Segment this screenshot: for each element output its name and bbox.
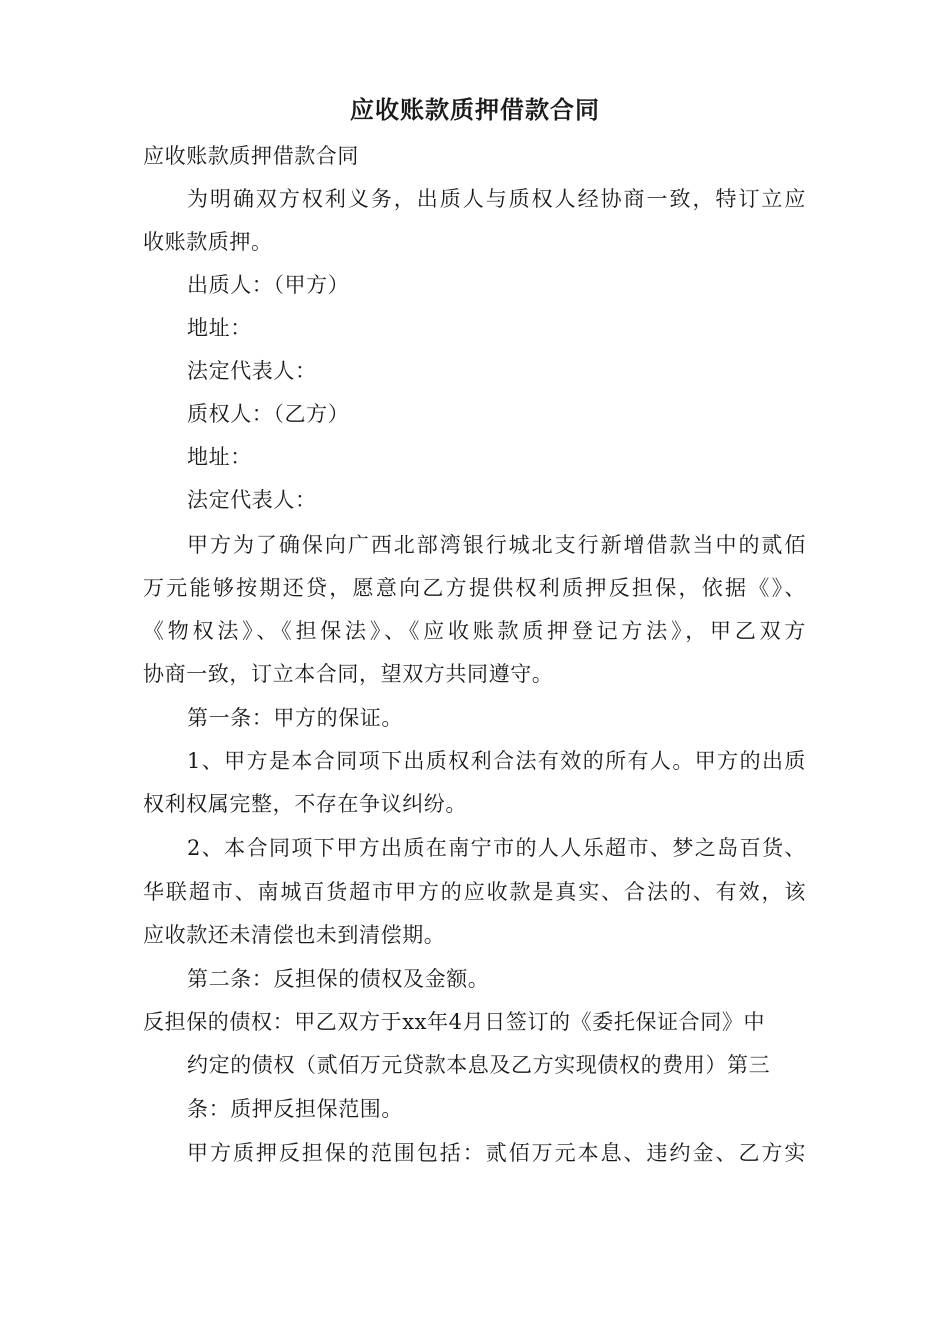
paragraph-line: 华联超市、南城百货超市甲方的应收款是真实、合法的、有效，该 (143, 880, 806, 904)
paragraph-line: 《物权法》、《担保法》、《应收账款质押登记方法》，甲乙双方 (143, 619, 806, 643)
paragraph-line: 应收款还未清偿也未到清偿期。 (143, 923, 446, 947)
page-title: 应收账款质押借款合同 (350, 95, 600, 124)
article-heading: 条：质押反担保范围。 (187, 1097, 403, 1121)
paragraph-line: 1、甲方是本合同项下出质权利合法有效的所有人。甲方的出质 (187, 749, 806, 773)
subtitle-line: 应收账款质押借款合同 (143, 144, 359, 168)
paragraph-line: 甲方质押反担保的范围包括：贰佰万元本息、违约金、乙方实 (187, 1141, 806, 1165)
paragraph-line: 为明确双方权利义务，出质人与质权人经协商一致，特订立应 (187, 187, 806, 211)
paragraph-line: 反担保的债权：甲乙双方于xx年4月日签订的《委托保证合同》中 (143, 1010, 766, 1034)
party-b-line: 质权人：（乙方） (187, 402, 350, 426)
paragraph-line: 协商一致，订立本合同，望双方共同遵守。 (143, 662, 554, 686)
paragraph-line: 万元能够按期还贷，愿意向乙方提供权利质押反担保，依据《》、 (143, 576, 806, 600)
paragraph-line: 权利权属完整，不存在争议纠纷。 (143, 792, 467, 816)
paragraph-line: 2、本合同项下甲方出质在南宁市的人人乐超市、梦之岛百货、 (187, 836, 806, 860)
party-a-line: 出质人：（甲方） (187, 273, 350, 297)
legal-rep-line: 法定代表人： (187, 488, 317, 512)
address-line: 地址： (187, 316, 252, 340)
article-heading: 第二条：反担保的债权及金额。 (187, 967, 490, 991)
paragraph-line: 收账款质押。 (143, 230, 273, 254)
address-line: 地址： (187, 445, 252, 469)
article-heading: 第一条：甲方的保证。 (187, 706, 403, 730)
paragraph-line: 甲方为了确保向广西北部湾银行城北支行新增借款当中的贰佰 (187, 533, 806, 557)
paragraph-line: 约定的债权（贰佰万元贷款本息及乙方实现债权的费用）第三 (187, 1053, 771, 1077)
legal-rep-line: 法定代表人： (187, 359, 317, 383)
